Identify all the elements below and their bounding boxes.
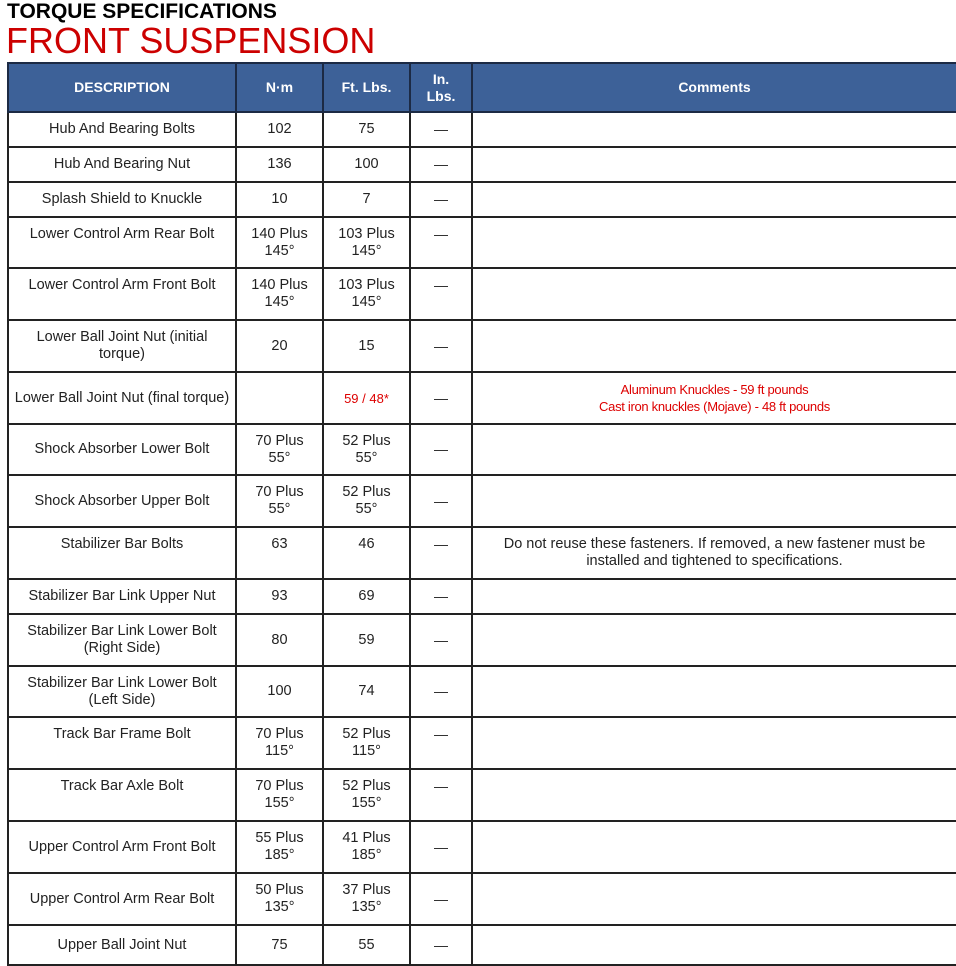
table-row [8,527,956,579]
cell-inlbs: — [410,769,472,821]
cell-nm-value: 75 [271,936,288,953]
cell-description: Upper Control Arm Front Bolt [8,821,236,873]
cell-description: Stabilizer Bar Link Lower Bolt (Right Side) [8,614,236,666]
cell-ftlbs [323,769,410,821]
cell-ftlbs-angle: 185° [351,847,382,863]
table-row [8,475,956,527]
cell-inlbs: — [410,821,472,873]
cell-nm [236,873,323,925]
cell-nm-angle: 155° [264,795,295,811]
cell-inlbs: — [410,182,472,217]
comment-line-aluminum: Aluminum Knuckles - 59 ft pounds [620,382,809,397]
cell-ftlbs [323,717,410,769]
table-row [8,666,956,717]
cell-ftlbs [323,925,410,965]
table-row [8,424,956,475]
table-row [8,182,956,217]
cell-comments [472,320,956,372]
cell-nm [236,320,323,372]
cell-nm-value: 50 Plus [255,882,304,898]
cell-ftlbs-value: 55 [358,936,375,953]
table-row [8,614,956,666]
cell-comments [472,769,956,821]
cell-nm [236,821,323,873]
comment-line-cast-iron: Cast iron knuckles (Mojave) - 48 ft pounds [599,399,830,414]
cell-comments [472,925,956,965]
cell-nm-angle: 55° [268,501,291,517]
cell-inlbs: — [410,147,472,182]
cell-comments [472,372,956,424]
table-row [8,217,956,268]
table-row [8,147,956,182]
cell-description: Upper Ball Joint Nut [8,925,236,965]
cell-ftlbs [323,182,410,217]
cell-nm-angle: 115° [265,743,294,759]
cell-comments [472,147,956,182]
column-header-description: DESCRIPTION [8,63,236,112]
cell-nm-value: 63 [271,536,288,552]
cell-inlbs: — [410,320,472,372]
cell-inlbs: — [410,372,472,424]
cell-nm-value: 70 Plus [255,726,304,742]
cell-ftlbs [323,666,410,717]
cell-ftlbs-value: 15 [358,337,375,354]
cell-ftlbs-value: 37 Plus [342,882,391,898]
cell-comments [472,182,956,217]
cell-nm [236,182,323,217]
cell-ftlbs-value: 103 Plus [338,277,395,293]
cell-nm-angle: 185° [264,847,295,863]
table-row [8,717,956,769]
cell-nm-value: 10 [271,191,288,207]
cell-ftlbs-value: 103 Plus [338,226,395,242]
cell-comments [472,821,956,873]
cell-nm-value: 55 Plus [255,830,304,846]
cell-ftlbs-value: 41 Plus [342,830,391,846]
cell-nm-value: 70 Plus [255,778,304,794]
cell-inlbs: — [410,217,472,268]
cell-description: Stabilizer Bar Bolts [8,527,236,579]
cell-ftlbs-value: 69 [358,588,375,604]
cell-ftlbs [323,527,410,579]
cell-inlbs: — [410,579,472,614]
cell-ftlbs-angle: 135° [351,899,382,915]
cell-nm-value: 136 [267,156,292,172]
cell-nm [236,769,323,821]
cell-inlbs: — [410,268,472,320]
table-row [8,579,956,614]
cell-nm [236,424,323,475]
cell-ftlbs [323,217,410,268]
cell-inlbs: — [410,873,472,925]
cell-nm [236,147,323,182]
column-header-inlbs-line2: Lbs. [426,87,456,104]
column-header-comments: Comments [472,63,956,112]
section-title: FRONT SUSPENSION [6,20,376,61]
cell-ftlbs-value: 74 [358,683,375,699]
cell-nm [236,475,323,527]
cell-ftlbs-angle: 55° [355,501,378,517]
column-header-nm: N·m [236,63,323,112]
cell-description: Lower Control Arm Rear Bolt [8,217,236,268]
cell-ftlbs [323,372,410,424]
cell-nm [236,217,323,268]
cell-inlbs: — [410,717,472,769]
cell-comments [472,217,956,268]
cell-nm [236,527,323,579]
cell-nm-angle: 145° [264,243,295,259]
cell-comments [472,717,956,769]
table-row [8,112,956,147]
column-header-inlbs [410,63,472,112]
cell-comments [472,112,956,147]
cell-ftlbs-angle: 145° [351,294,382,310]
cell-nm [236,614,323,666]
cell-description: Hub And Bearing Nut [8,147,236,182]
cell-description: Shock Absorber Lower Bolt [8,424,236,475]
cell-description: Lower Ball Joint Nut (final torque) [8,372,236,424]
cell-nm [236,579,323,614]
cell-nm [236,717,323,769]
cell-ftlbs [323,475,410,527]
cell-inlbs: — [410,424,472,475]
page-title: TORQUE SPECIFICATIONS [7,0,277,23]
cell-comments [472,579,956,614]
cell-ftlbs [323,579,410,614]
cell-ftlbs [323,821,410,873]
table-header-row [8,63,956,112]
cell-ftlbs [323,112,410,147]
cell-comments [472,614,956,666]
cell-nm-angle: 55° [268,449,291,466]
cell-ftlbs-value: 75 [358,121,375,137]
cell-inlbs: — [410,475,472,527]
table-row [8,268,956,320]
cell-inlbs: — [410,527,472,579]
cell-ftlbs-value: 59 [358,631,375,648]
cell-nm-value: 70 Plus [255,484,304,500]
cell-ftlbs [323,320,410,372]
cell-inlbs: — [410,666,472,717]
table-row [8,925,956,965]
cell-description: Stabilizer Bar Link Upper Nut [8,579,236,614]
cell-ftlbs-value: 100 [354,156,379,172]
cell-ftlbs-angle: 155° [351,795,382,811]
cell-ftlbs-angle: 115° [352,743,381,759]
cell-ftlbs [323,147,410,182]
table-row [8,873,956,925]
cell-ftlbs-angle: 145° [351,243,382,259]
cell-nm-value: 100 [267,683,292,699]
table-row [8,320,956,372]
cell-nm [236,112,323,147]
cell-ftlbs [323,873,410,925]
cell-nm [236,372,323,424]
cell-description: Track Bar Axle Bolt [8,769,236,821]
cell-nm-angle: 145° [264,294,295,310]
cell-description: Splash Shield to Knuckle [8,182,236,217]
cell-description: Hub And Bearing Bolts [8,112,236,147]
cell-comments [472,268,956,320]
cell-description: Shock Absorber Upper Bolt [8,475,236,527]
table-row [8,821,956,873]
cell-ftlbs-angle: 55° [355,449,378,466]
cell-nm-value: 102 [267,121,292,137]
table-row [8,372,956,424]
cell-ftlbs-value: 46 [358,536,375,552]
cell-ftlbs [323,268,410,320]
table-row [8,769,956,821]
cell-description: Lower Control Arm Front Bolt [8,268,236,320]
cell-description: Track Bar Frame Bolt [8,717,236,769]
cell-ftlbs-value: 52 Plus [342,726,391,742]
cell-ftlbs-value: 7 [362,191,371,207]
cell-nm-value: 140 Plus [251,277,308,293]
cell-inlbs: — [410,614,472,666]
cell-description: Upper Control Arm Rear Bolt [8,873,236,925]
column-header-inlbs-line1: In. [432,70,450,87]
cell-nm-value: 93 [271,588,288,604]
cell-nm [236,268,323,320]
cell-ftlbs-value: 52 Plus [342,484,391,500]
cell-comments [472,873,956,925]
cell-description: Stabilizer Bar Link Lower Bolt (Left Side) [8,666,236,717]
cell-nm [236,666,323,717]
cell-nm [236,925,323,965]
cell-ftlbs [323,614,410,666]
cell-comments: Do not reuse these fasteners. If removed, a new fastener must be installed and tightened to specifications. [472,527,956,579]
cell-nm-value: 20 [271,337,288,354]
cell-description: Lower Ball Joint Nut (initial torque) [8,320,236,372]
cell-ftlbs-value: 52 Plus [342,432,391,449]
cell-comments [472,666,956,717]
cell-inlbs: — [410,925,472,965]
cell-inlbs: — [410,112,472,147]
cell-nm-value: 70 Plus [255,432,304,449]
cell-comments [472,475,956,527]
cell-comments [472,424,956,475]
cell-ftlbs-value: 52 Plus [342,778,391,794]
cell-ftlbs-value: 59 / 48* [344,390,389,406]
cell-ftlbs [323,424,410,475]
torque-spec-table [7,62,956,966]
cell-nm-value: 140 Plus [251,226,308,242]
cell-nm-value: 80 [271,631,288,648]
cell-nm-angle: 135° [264,899,295,915]
column-header-ftlbs: Ft. Lbs. [323,63,410,112]
